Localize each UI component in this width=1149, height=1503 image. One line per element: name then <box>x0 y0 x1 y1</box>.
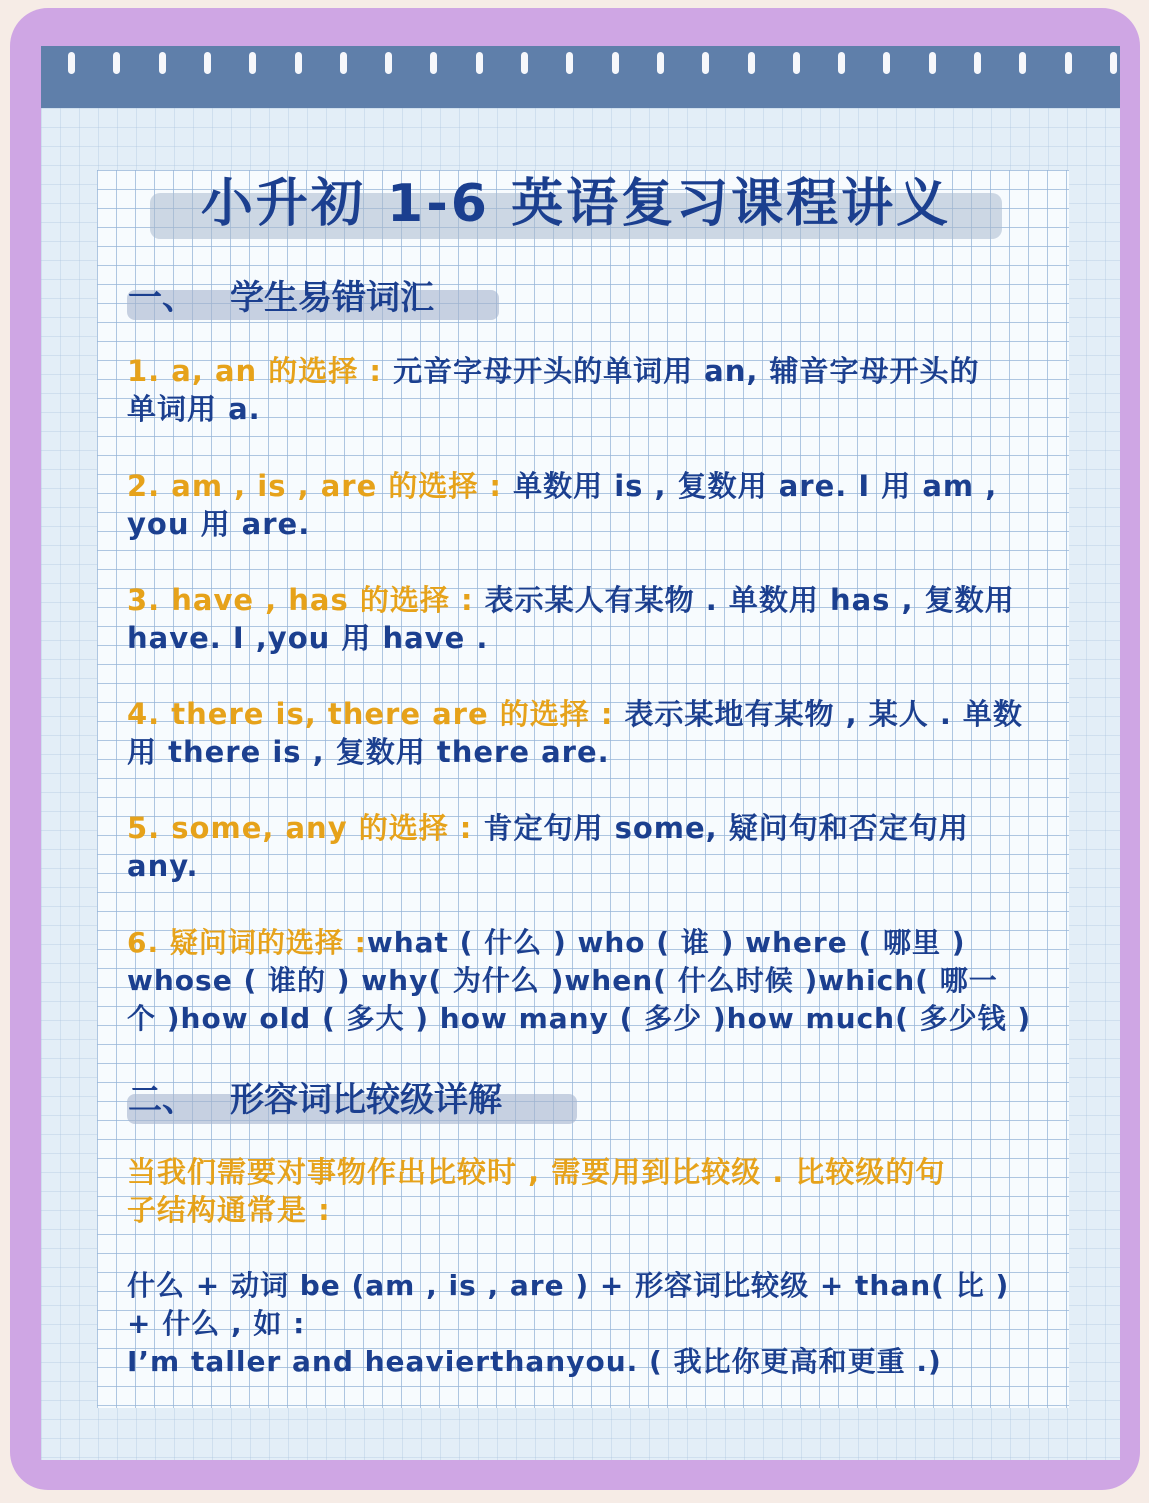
spiral-ring <box>1019 52 1026 74</box>
spiral-ring <box>1065 52 1072 74</box>
item-6-text-line3: 个 )how old ( 多大 ) how many ( 多少 )how much( 多少钱 ) <box>127 1002 1032 1035</box>
item-3-text-line2: have. I ,you 用 have . <box>127 621 489 655</box>
spiral-ring <box>657 52 664 74</box>
spiral-ring <box>430 52 437 74</box>
spiral-ring <box>295 52 302 74</box>
list-item-5 <box>127 809 1047 885</box>
spiral-ring <box>159 52 166 74</box>
section-2-intro <box>127 1153 1047 1229</box>
spiral-ring <box>974 52 981 74</box>
item-4-text-line1: 表示某地有某物 , 某人 . 单数 <box>613 697 1023 731</box>
spiral-ring <box>385 52 392 74</box>
item-2-text-line1: 单数用 is , 复数用 are. I 用 am , <box>502 469 998 503</box>
section-2-formula <box>127 1267 1047 1381</box>
item-4-text-line2: 用 there is , 复数用 there are. <box>127 735 610 769</box>
spiral-ring <box>249 52 256 74</box>
section-2-intro-line1: 当我们需要对事物作出比较时 , 需要用到比较级 . 比较级的句 <box>127 1155 946 1189</box>
spiral-ring <box>793 52 800 74</box>
item-3-text-line1: 表示某人有某物 . 单数用 has , 复数用 <box>473 583 1015 617</box>
section-1-number: 一、 <box>128 278 196 318</box>
item-2-label: 2. am , is , are 的选择 : <box>127 469 503 503</box>
section-2-formula-line2: + 什么 , 如 : <box>127 1307 306 1340</box>
item-1-label: 1. a, an 的选择 : <box>127 354 382 388</box>
page-title: 小升初 1-6 英语复习课程讲义 <box>200 174 952 234</box>
list-item-4 <box>127 695 1047 771</box>
spiral-ring <box>113 52 120 74</box>
section-2-intro-line2: 子结构通常是 : <box>127 1193 331 1227</box>
item-6-text-line1: what ( 什么 ) who ( 谁 ) where ( 哪里 ) <box>366 926 966 959</box>
item-1-text-line1: 元音字母开头的单词用 an, 辅音字母开头的 <box>381 354 980 388</box>
item-6-text-line2: whose ( 谁的 ) why( 为什么 )when( 什么时候 )which( 哪一 <box>127 964 998 997</box>
spiral-ring <box>476 52 483 74</box>
item-5-text-line1: 肯定句用 some, 疑问句和否定句用 <box>472 811 969 845</box>
spiral-ring <box>612 52 619 74</box>
list-item-3 <box>127 581 1047 657</box>
spiral-ring <box>883 52 890 74</box>
section-2-title: 形容词比较级详解 <box>230 1080 502 1120</box>
spiral-ring <box>68 52 75 74</box>
item-3-label: 3. have , has 的选择 : <box>127 583 474 617</box>
spiral-ring <box>748 52 755 74</box>
list-item-6 <box>127 924 1047 1038</box>
item-4-label: 4. there is, there are 的选择 : <box>127 697 614 731</box>
spiral-ring <box>838 52 845 74</box>
item-6-label: 6. 疑问词的选择 : <box>127 926 367 959</box>
section-2-formula-line1: 什么 + 动词 be (am , is , are ) + 形容词比较级 + than( 比 ) <box>127 1269 1010 1302</box>
spiral-ring <box>702 52 709 74</box>
item-5-label: 5. some, any 的选择 : <box>127 811 473 845</box>
item-5-text-line2: any. <box>127 849 199 883</box>
section-2-number: 二、 <box>128 1080 196 1120</box>
section-2-example: I’m taller and heavierthanyou. ( 我比你更高和更重 .) <box>127 1345 942 1378</box>
list-item-1 <box>127 352 1047 428</box>
spiral-ring <box>340 52 347 74</box>
spiral-ring <box>521 52 528 74</box>
item-1-text-line2: 单词用 a. <box>127 392 261 426</box>
spiral-ring <box>566 52 573 74</box>
spiral-ring <box>204 52 211 74</box>
section-1-heading <box>128 276 434 320</box>
spiral-ring <box>929 52 936 74</box>
section-1-title: 学生易错词汇 <box>230 278 434 318</box>
spiral-ring <box>1110 52 1117 74</box>
spiral-binding <box>41 46 1120 108</box>
section-2-heading <box>128 1078 502 1122</box>
list-item-2 <box>127 467 1047 543</box>
item-2-text-line2: you 用 are. <box>127 507 311 541</box>
